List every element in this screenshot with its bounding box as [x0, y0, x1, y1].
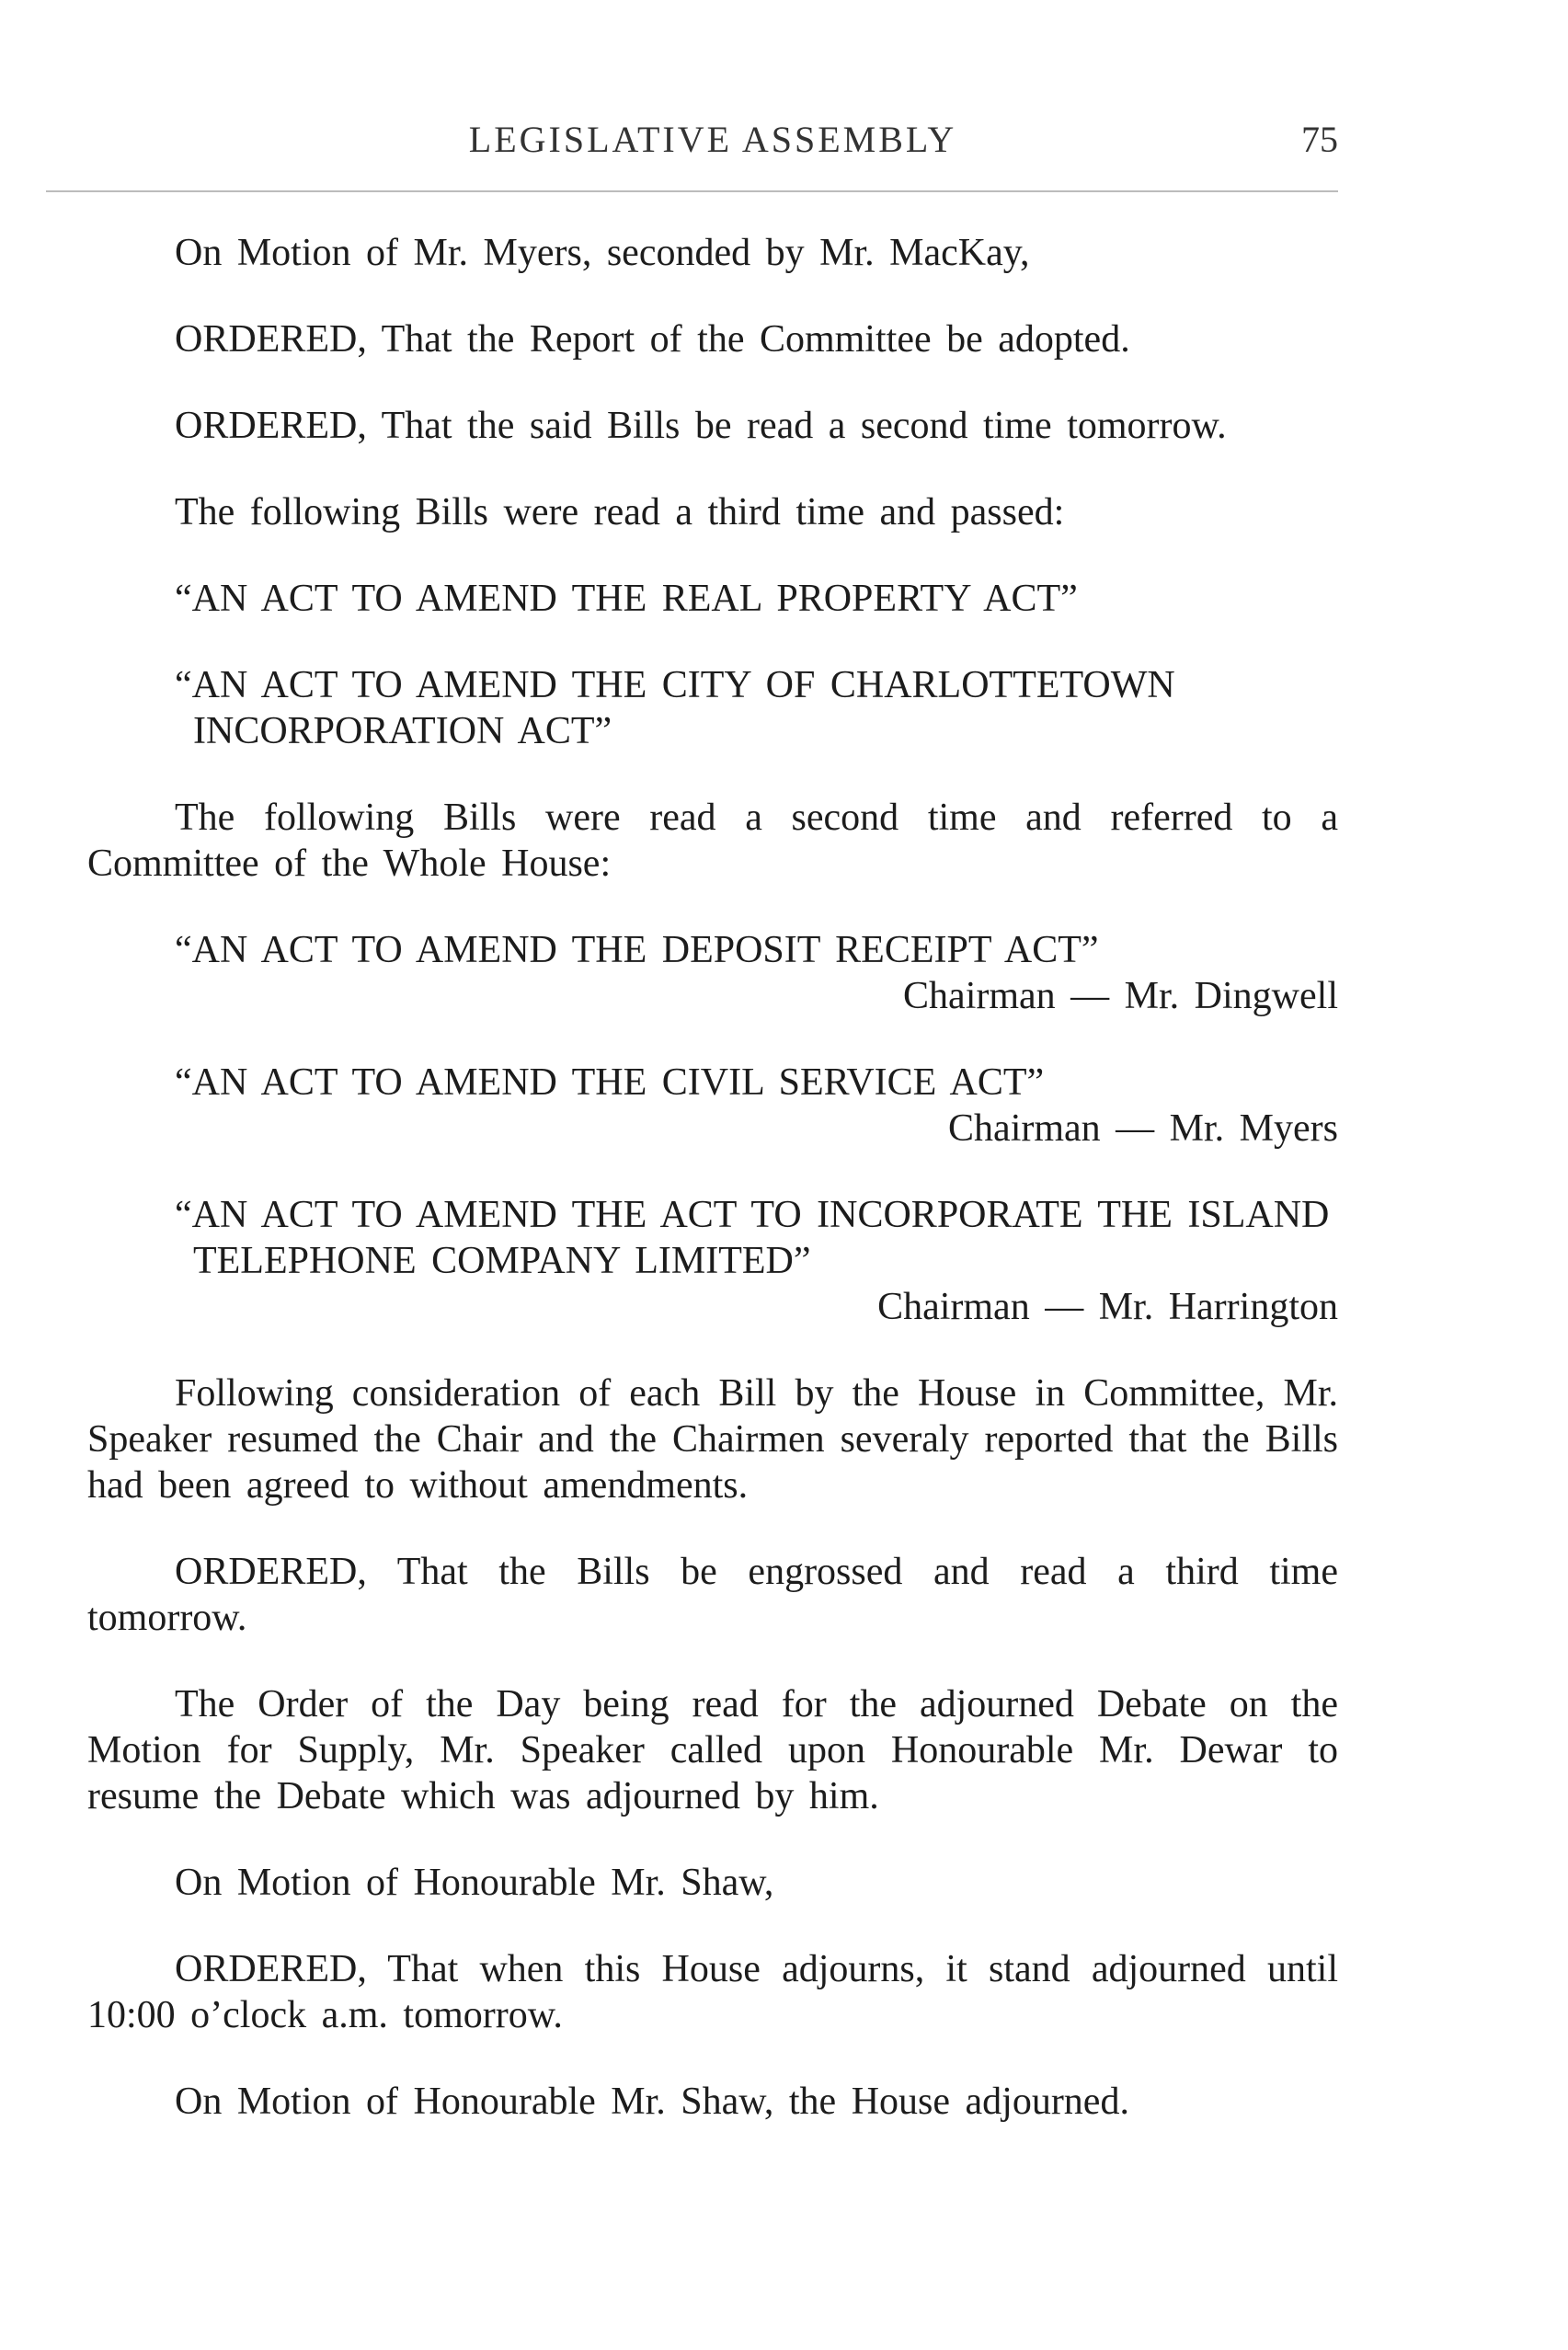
order-paragraph: ORDERED, That the Bills be engrossed and read a third time tomorrow. [87, 1551, 1338, 1639]
page-body [87, 230, 1338, 2165]
order-paragraph: ORDERED, That the said Bills be read a second time tomorrow. [175, 405, 1227, 447]
page-number: 75 [1301, 119, 1338, 160]
bill-title: “AN ACT TO AMEND THE CITY OF CHARLOTTETOWN INCORPORATION ACT” [175, 664, 1175, 752]
committee-report-paragraph: Following consideration of each Bill by the House in Committee, Mr. Speaker resumed the Chair and the Chairmen severaly reported that the Bills had been agreed to without amendments. [87, 1372, 1338, 1507]
order-paragraph: ORDERED, That the Report of the Committee be adopted. [175, 318, 1130, 361]
order-of-day-paragraph: The Order of the Day being read for the adjourned Debate on the Motion for Supply, Mr. Speaker called upon Honourable Mr. Dewar to resume the Debate which was adjourned by him. [87, 1683, 1338, 1817]
adjournment-paragraph: On Motion of Honourable Mr. Shaw, the House adjourned. [175, 2081, 1129, 2123]
bill-title: “AN ACT TO AMEND THE CIVIL SERVICE ACT” [175, 1061, 1045, 1104]
bill-title: “AN ACT TO AMEND THE REAL PROPERTY ACT” [175, 578, 1078, 620]
bill-entry [87, 927, 1338, 1019]
bill-title: “AN ACT TO AMEND THE ACT TO INCORPORATE THE ISLAND TELEPHONE COMPANY LIMITED” [175, 1194, 1330, 1282]
motion-paragraph: On Motion of Mr. Myers, seconded by Mr. MacKay, [175, 232, 1030, 274]
motion-paragraph: On Motion of Honourable Mr. Shaw, [175, 1862, 774, 1904]
order-paragraph: ORDERED, That when this House adjourns, it stand adjourned until 10:00 o’clock a.m. tomorrow. [87, 1948, 1338, 2036]
page-header [87, 118, 1338, 173]
bill-entry [87, 1192, 1338, 1330]
header-rule [46, 190, 1338, 192]
bill-entry [87, 1060, 1338, 1152]
bill-chairman: Chairman — Mr. Harrington [877, 1286, 1338, 1328]
bills-intro-paragraph: The following Bills were read a third time and passed: [175, 491, 1065, 533]
bill-title: “AN ACT TO AMEND THE DEPOSIT RECEIPT ACT” [175, 929, 1099, 971]
bills-intro-paragraph: The following Bills were read a second time and referred to a Committee of the Whole House: [87, 797, 1338, 885]
bill-chairman: Chairman — Mr. Dingwell [903, 975, 1338, 1017]
running-title: LEGISLATIVE ASSEMBLY [468, 119, 957, 160]
bill-chairman: Chairman — Mr. Myers [948, 1107, 1338, 1150]
